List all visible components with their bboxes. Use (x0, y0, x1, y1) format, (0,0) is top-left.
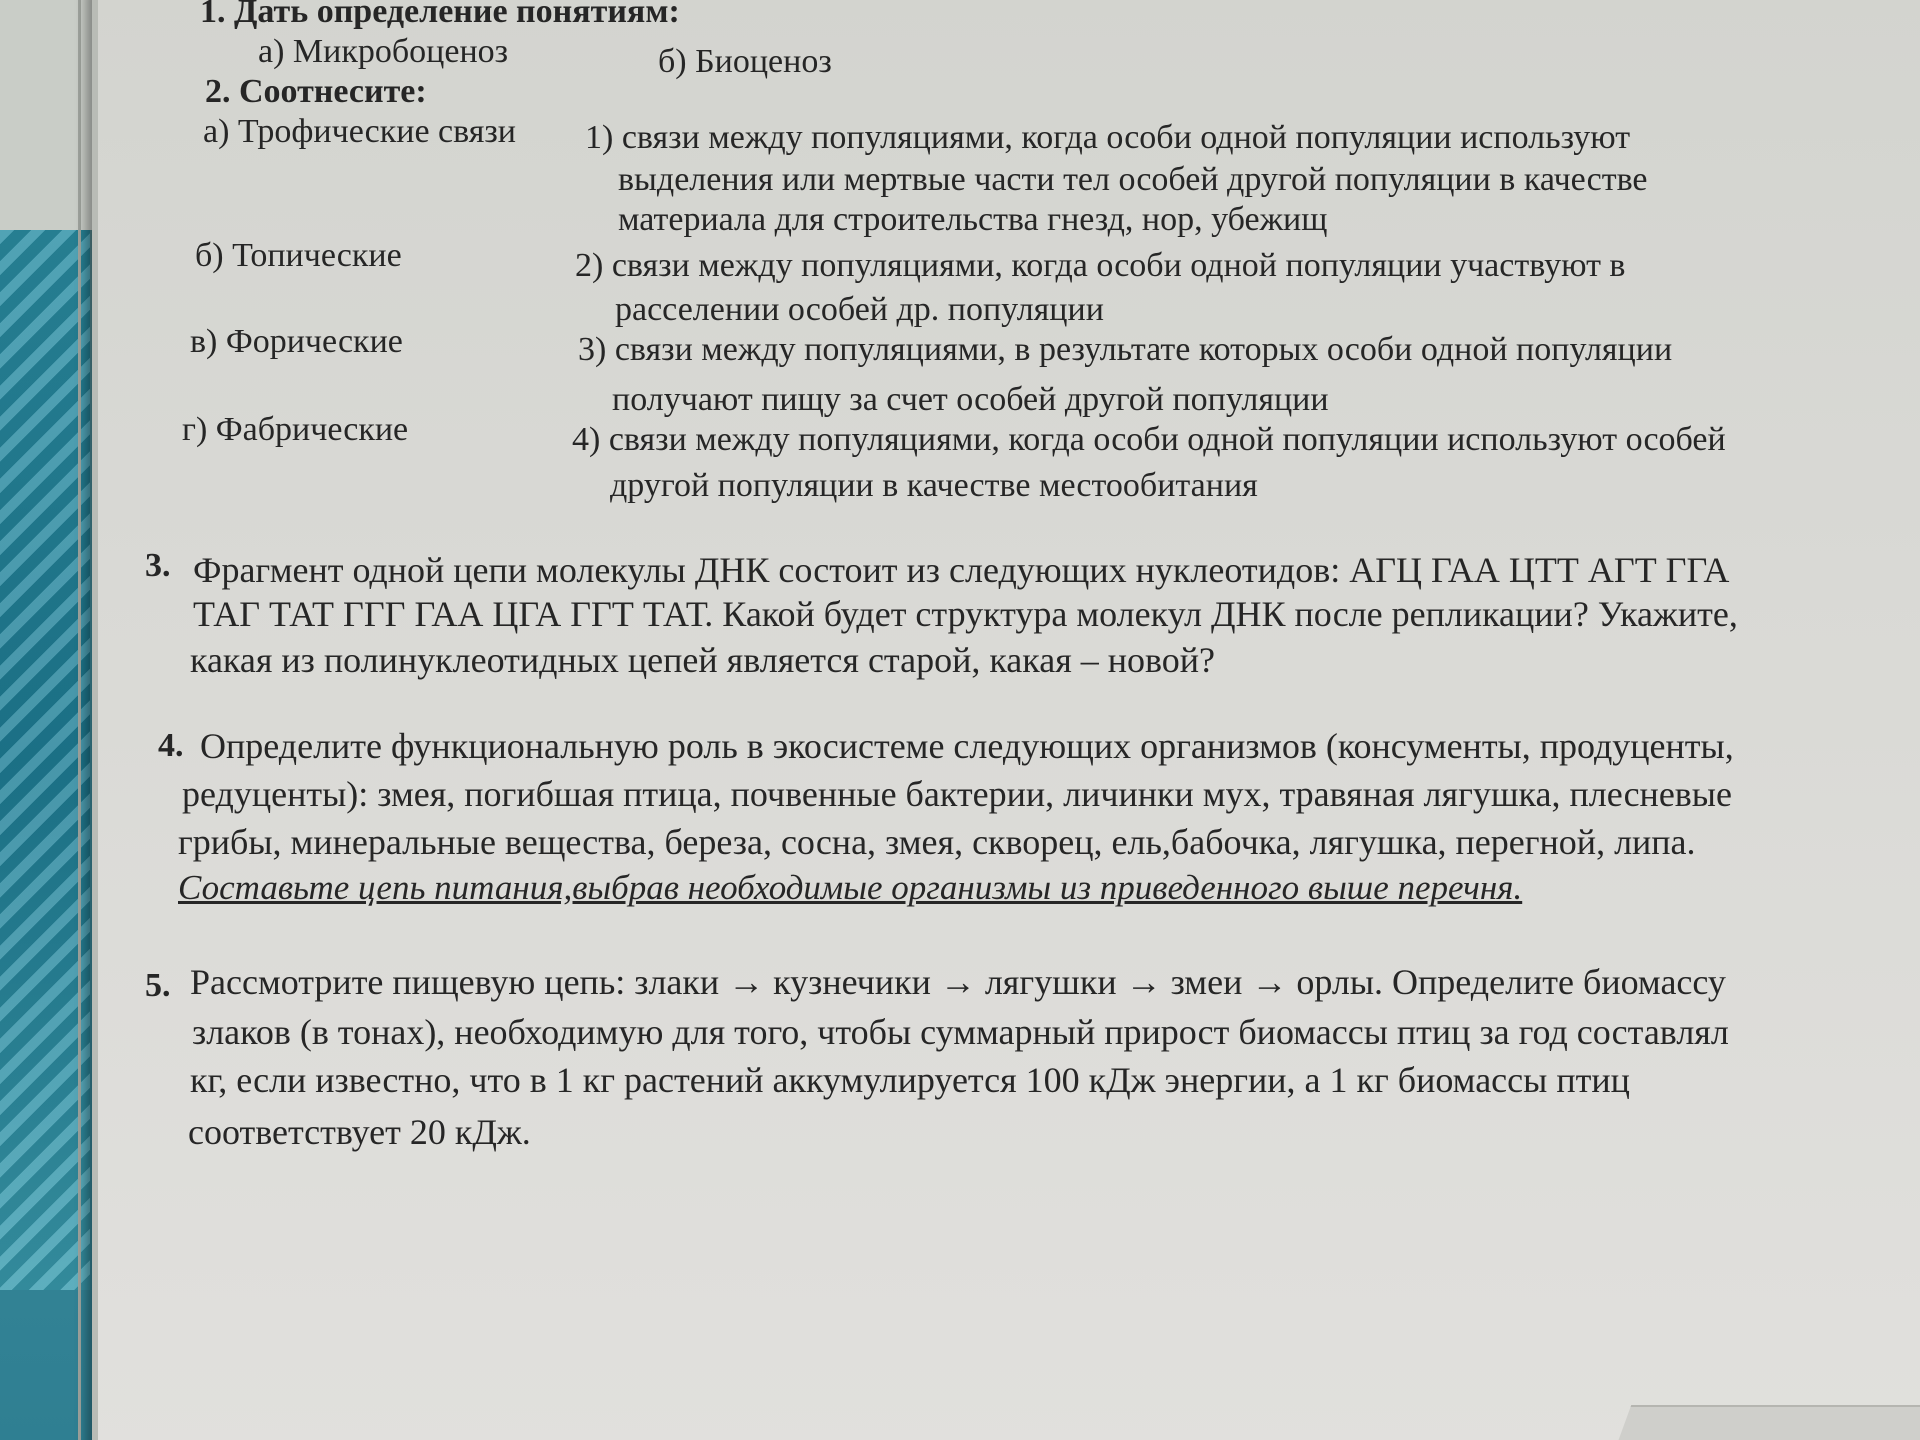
q3-number: 3. (145, 547, 171, 584)
q1-heading: 1. Дать определение понятиям: (200, 0, 680, 30)
q4-task: Составьте цепь питания,выбрав необходимые организмы из приведенного выше перечня. (178, 868, 1523, 907)
q1-option-b: б) Биоценоз (658, 43, 832, 80)
q3-line1: Фрагмент одной цепи молекулы ДНК состоит из следующих нуклеотидов: АГЦ ГАА ЦТТ АГТ ГГА (193, 550, 1730, 590)
q2-right-4-line1: 4) связи между популяциями, когда особи одной популяции используют особей (572, 421, 1726, 458)
q2-heading: 2. Соотнесите: (205, 73, 427, 110)
q5-line2: злаков (в тонах), необходимую для того, чтобы суммарный прирост биомассы птиц за год составлял (192, 1012, 1729, 1052)
q1-option-a: а) Микробоценоз (258, 33, 509, 70)
q2-right-1-line3: материала для строительства гнезд, нор, убежищ (618, 201, 1328, 238)
q5-line4: соответствует 20 кДж. (188, 1112, 531, 1152)
q4-number: 4. (158, 727, 184, 764)
q2-right-3-line1: 3) связи между популяциями, в результате которых особи одной популяции (578, 331, 1673, 368)
q2-right-1-line1: 1) связи между популяциями, когда особи одной популяции используют (585, 119, 1631, 156)
q2-right-1-line2: выделения или мертвые части тел особей другой популяции в качестве (618, 161, 1648, 198)
q2-right-3-line2: получают пищу за счет особей другой популяции (612, 381, 1329, 418)
q2-right-2-line2: расселении особей др. популяции (615, 291, 1104, 328)
q5-line3: кг, если известно, что в 1 кг растений аккумулируется 100 кДж энергии, а 1 кг биомассы птиц (190, 1060, 1630, 1100)
q3-line3: какая из полинуклеотидных цепей является старой, какая – новой? (190, 640, 1216, 680)
q3-line2: ТАГ ТАТ ГГГ ГАА ЦГА ГГТ ТАТ. Какой будет структура молекул ДНК после репликации? Укажите, (193, 594, 1738, 634)
q4-line1: Определите функциональную роль в экосистеме следующих организмов (консументы, продуценты, (200, 726, 1734, 766)
q5-number: 5. (145, 967, 171, 1004)
q2-left-a: а) Трофические связи (203, 113, 517, 150)
q2-left-c: в) Форические (190, 323, 403, 360)
q2-right-2-line1: 2) связи между популяциями, когда особи одной популяции участвуют в (575, 247, 1626, 284)
q2-right-4-line2: другой популяции в качестве местообитания (610, 467, 1258, 504)
q2-left-b: б) Топические (195, 237, 402, 274)
q5-line1: Рассмотрите пищевую цепь: злаки → кузнечики → лягушки → змеи → орлы. Определите биомассу (190, 962, 1726, 1002)
q2-left-d: г) Фабрические (182, 411, 409, 448)
q4-line2: редуценты): змея, погибшая птица, почвенные бактерии, личинки мух, травяная лягушка, плесневые (182, 774, 1732, 814)
q4-line3: грибы, минеральные вещества, береза, сосна, змея, скворец, ель,бабочка, лягушка, перегной, липа. (178, 822, 1696, 862)
